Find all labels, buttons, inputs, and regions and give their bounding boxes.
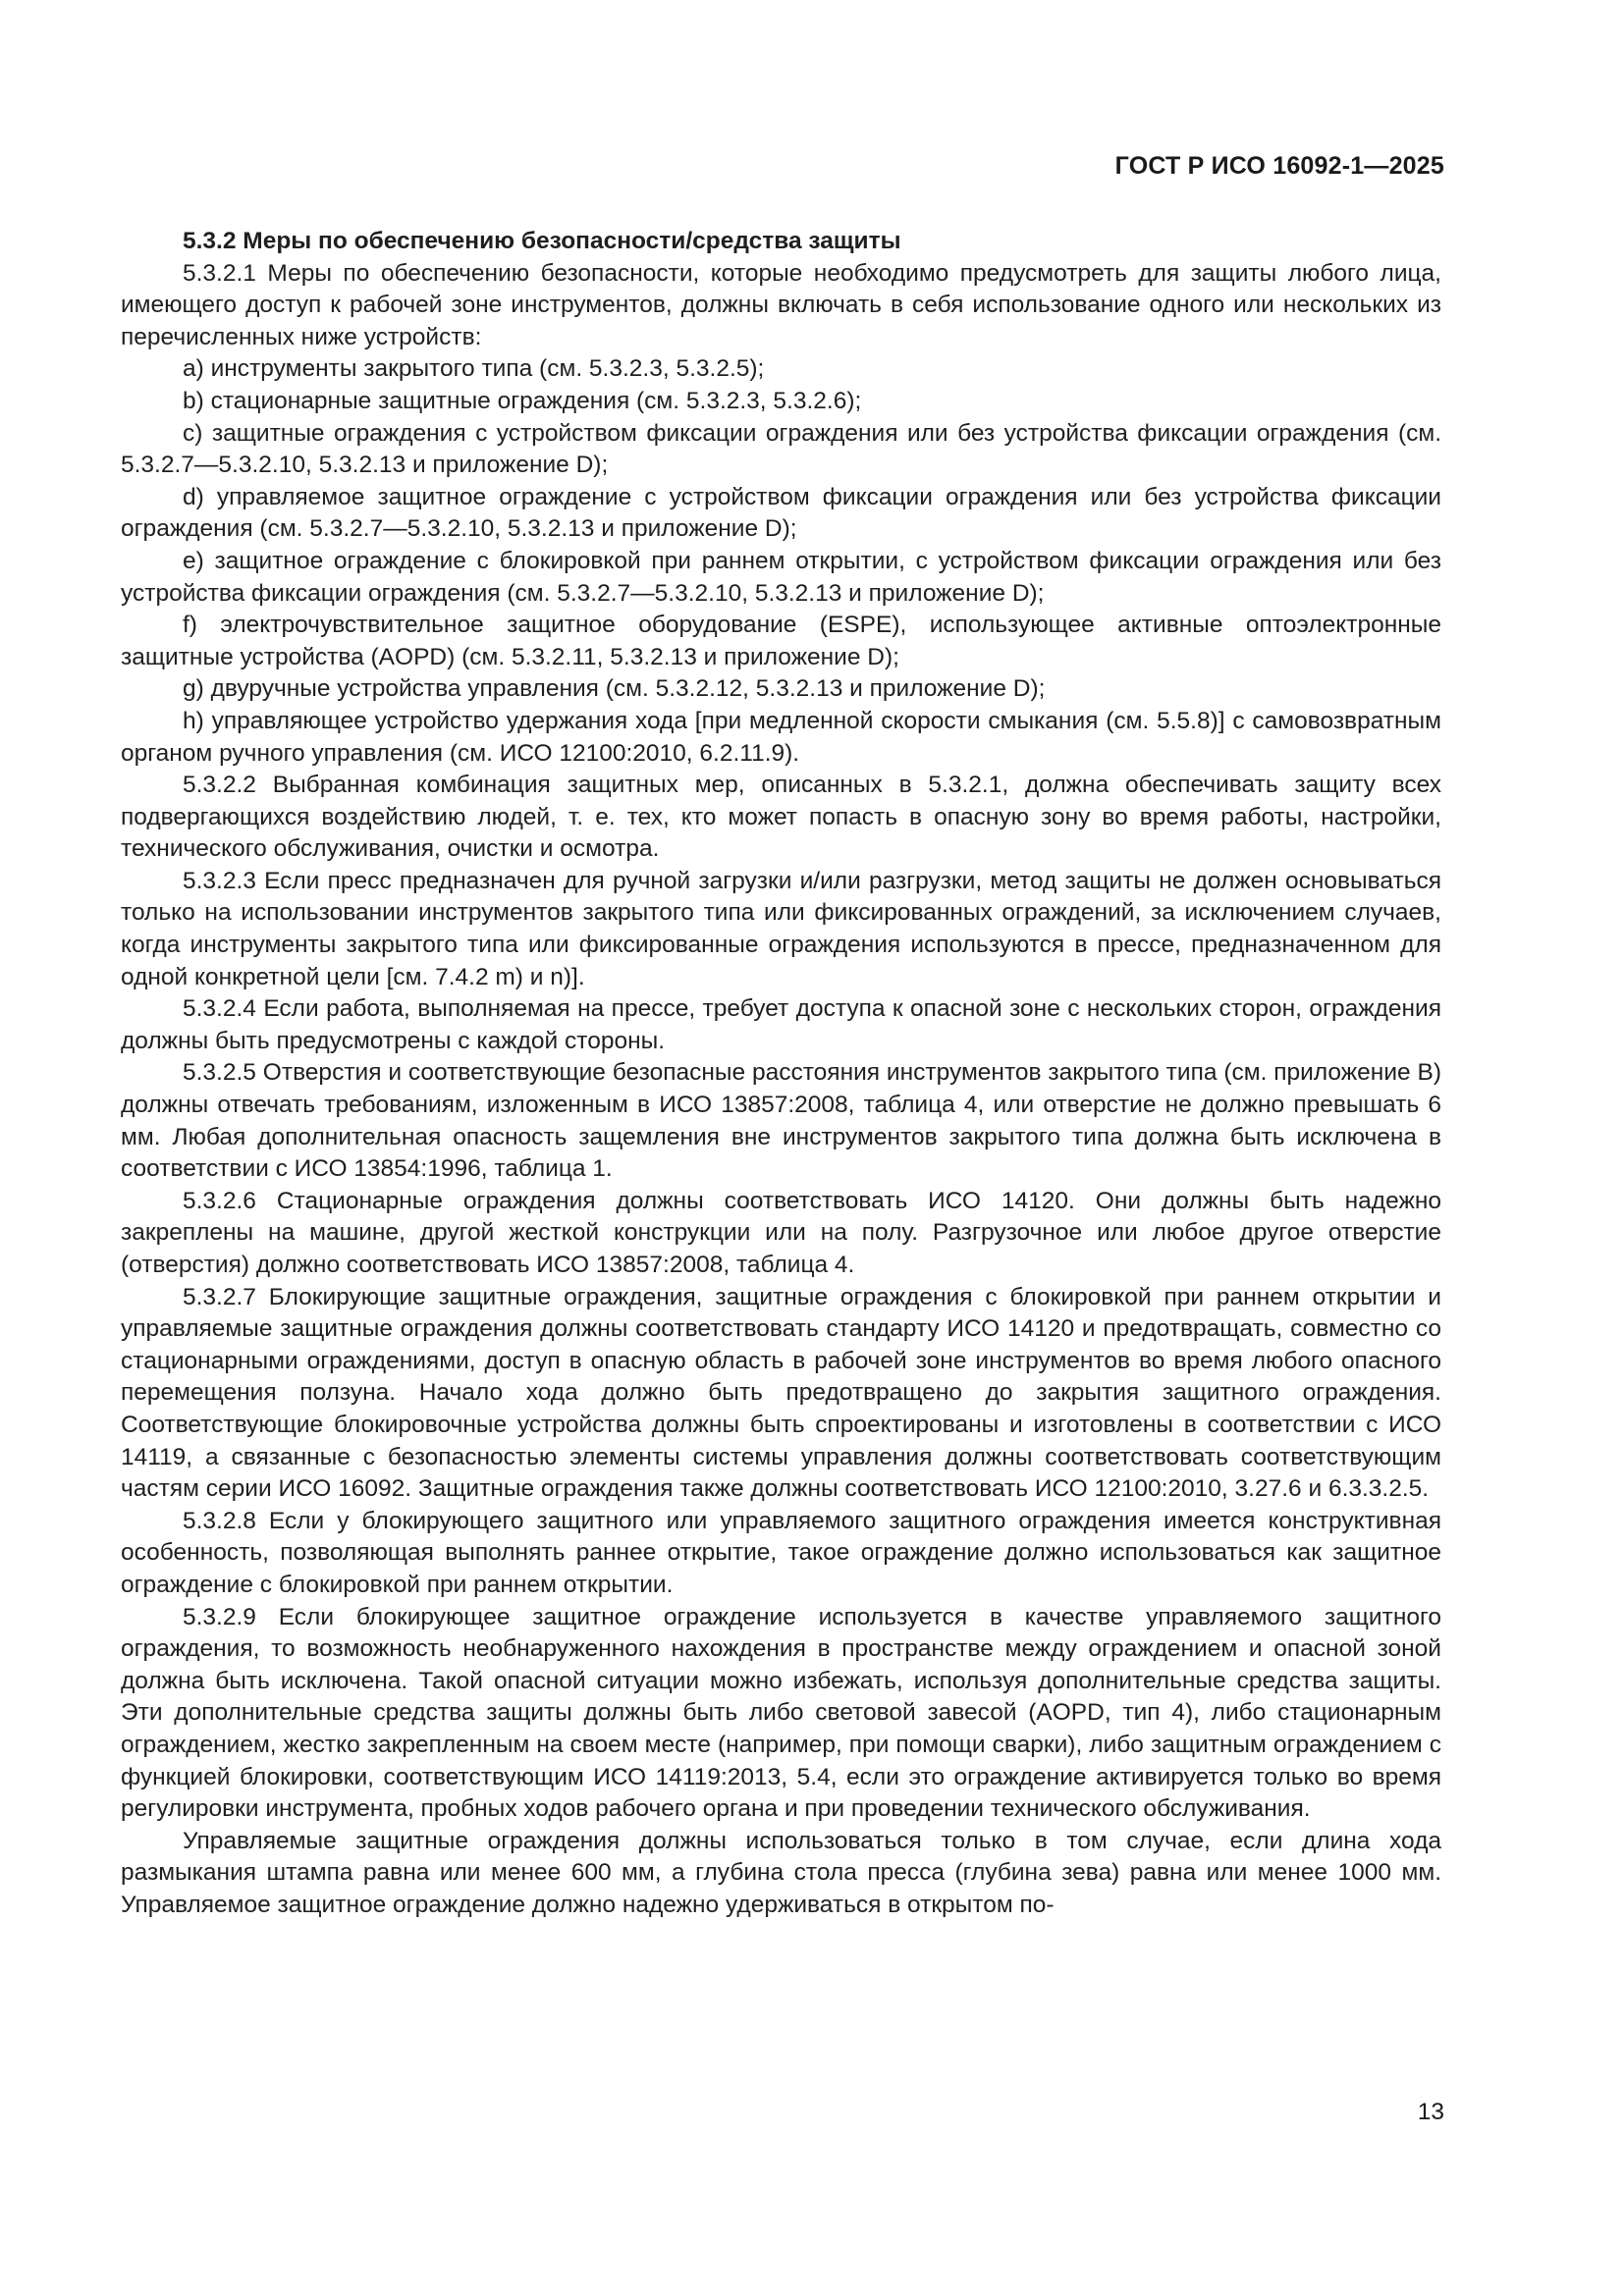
paragraph-5-3-2-1: 5.3.2.1 Меры по обеспечению безопасности, которые необходимо предусмотреть для защиты любого лица, имеющего доступ к рабочей зоне инструментов, должны включать в себя использование одного или нескольких из перечисленных ниже устройств: bbox=[121, 259, 1441, 350]
paragraph-5-3-2-9: 5.3.2.9 Если блокирующее защитное ограждение используется в качестве управляемого защитного ограждения, то возможность необнаруженного нахождения в пространстве между ограждением и опасной зоной должна быть исключена. Такой опасной ситуации можно избежать, используя дополнительные средства защиты. Эти дополнительные средства защиты должны быть либо световой завесой (AOPD, тип 4), либо стационарным ограждением, жестко закрепленным на своем месте (например, при помощи сварки), либо защитным ограждением с функцией блокировки, соответствующим ИСО 14119:2013, 5.4, если это ограждение активируется только во время регулировки инструмента, пробных ходов рабочего органа и при проведении технического обслуживания. bbox=[121, 1603, 1441, 1823]
paragraph-controlled-guards: Управляемые защитные ограждения должны использоваться только в том случае, если длина хода размыкания штампа равна или менее 600 мм, а глубина стола пресса (глубина зева) равна или менее 1000 мм. Управляемое защитное ограждение должно надежно удерживаться в открытом по- bbox=[121, 1827, 1441, 1918]
list-item-g: g) двуручные устройства управления (см. 5.3.2.12, 5.3.2.13 и приложение D); bbox=[183, 675, 1046, 703]
list-item-b: b) стационарные защитные ограждения (см. 5.3.2.3, 5.3.2.6); bbox=[183, 387, 862, 414]
paragraph-5-3-2-7: 5.3.2.7 Блокирующие защитные ограждения, защитные ограждения с блокировкой при раннем открытии и управляемые защитные ограждения должны соответствовать стандарту ИСО 14120 и предотвращать, совместно со стационарными ограждениями, доступ в опасную область в рабочей зоне инструментов во время любого опасного перемещения ползуна. Начало хода должно быть предотвращено до закрытия защитного ограждения. Соответствующие блокировочные устройства должны быть спроектированы и изготовлены в соответствии с ИСО 14119, а связанные с безопасностью элементы системы управления должны соответствовать соответствующим частям серии ИСО 16092. Защитные ограждения также должны соответствовать ИСО 12100:2010, 3.27.6 и 6.3.3.2.5. bbox=[121, 1283, 1441, 1503]
paragraph-5-3-2-6: 5.3.2.6 Стационарные ограждения должны соответствовать ИСО 14120. Они должны быть надежно закреплены на машине, другой жесткой конструкции или на полу. Разгрузочное или любое другое отверстие (отверстия) должно соответствовать ИСО 13857:2008, таблица 4. bbox=[121, 1187, 1441, 1278]
list-item-f: f) электрочувствительное защитное оборудование (ESPE), использующее активные оптоэлектронные защитные устройства (AOPD) (см. 5.3.2.11, 5.3.2.13 и приложение D); bbox=[121, 612, 1441, 670]
paragraph-5-3-2-8: 5.3.2.8 Если у блокирующего защитного или управляемого защитного ограждения имеется конструктивная особенность, позволяющая выполнять раннее открытие, такое ограждение должно использоваться как защитное ограждение с блокировкой при раннем открытии. bbox=[121, 1507, 1441, 1598]
page-number: 13 bbox=[1417, 2099, 1444, 2125]
paragraph-5-3-2-4: 5.3.2.4 Если работа, выполняемая на прессе, требует доступа к опасной зоне с нескольких сторон, ограждения должны быть предусмотрены с каждой стороны. bbox=[121, 995, 1441, 1054]
list-item-d: d) управляемое защитное ограждение с устройством фиксации ограждения или без устройства фиксации ограждения (см. 5.3.2.7—5.3.2.10, 5.3.2.13 и приложение D); bbox=[121, 483, 1441, 543]
list-item-e: e) защитное ограждение с блокировкой при раннем открытии, с устройством фиксации ограждения или без устройства фиксации ограждения (см. 5.3.2.7—5.3.2.10, 5.3.2.13 и приложение D); bbox=[121, 547, 1441, 607]
paragraph-5-3-2-5: 5.3.2.5 Отверстия и соответствующие безопасные расстояния инструментов закрытого типа (см. приложение B) должны отвечать требованиям, изложенным в ИСО 13857:2008, таблица 4, или отверстие не должно превышать 6 мм. Любая дополнительная опасность защемления вне инструментов закрытого типа должна быть исключена в соответствии с ИСО 13854:1996, таблица 1. bbox=[121, 1059, 1441, 1183]
list-item-a: a) инструменты закрытого типа (см. 5.3.2.3, 5.3.2.5); bbox=[183, 355, 765, 383]
paragraph-5-3-2-2: 5.3.2.2 Выбранная комбинация защитных мер, описанных в 5.3.2.1, должна обеспечивать защиту всех подвергающихся воздействию людей, т. е. тех, кто может попасть в опасную зону во время работы, настройки, технического обслуживания, очистки и осмотра. bbox=[121, 772, 1441, 863]
list-item-c: c) защитные ограждения с устройством фиксации ограждения или без устройства фиксации ограждения (см. 5.3.2.7—5.3.2.10, 5.3.2.13 и приложение D); bbox=[121, 419, 1441, 479]
standard-code-header: ГОСТ Р ИСО 16092-1—2025 bbox=[1114, 152, 1444, 180]
paragraph-5-3-2-3: 5.3.2.3 Если пресс предназначен для ручной загрузки и/или разгрузки, метод защиты не должен основываться только на использовании инструментов закрытого типа или фиксированных ограждений, за исключением случаев, когда инструменты закрытого типа или фиксированные ограждения используются в прессе, предназначенном для одной конкретной цели [см. 7.4.2 m) и n)]. bbox=[121, 867, 1441, 990]
list-item-h: h) управляющее устройство удержания хода [при медленной скорости смыкания (см. 5.5.8)] с самовозвратным органом ручного управления (см. ИСО 12100:2010, 6.2.11.9). bbox=[121, 707, 1441, 767]
document-body bbox=[121, 226, 1441, 1921]
section-title: 5.3.2 Меры по обеспечению безопасности/средства защиты bbox=[183, 228, 901, 254]
